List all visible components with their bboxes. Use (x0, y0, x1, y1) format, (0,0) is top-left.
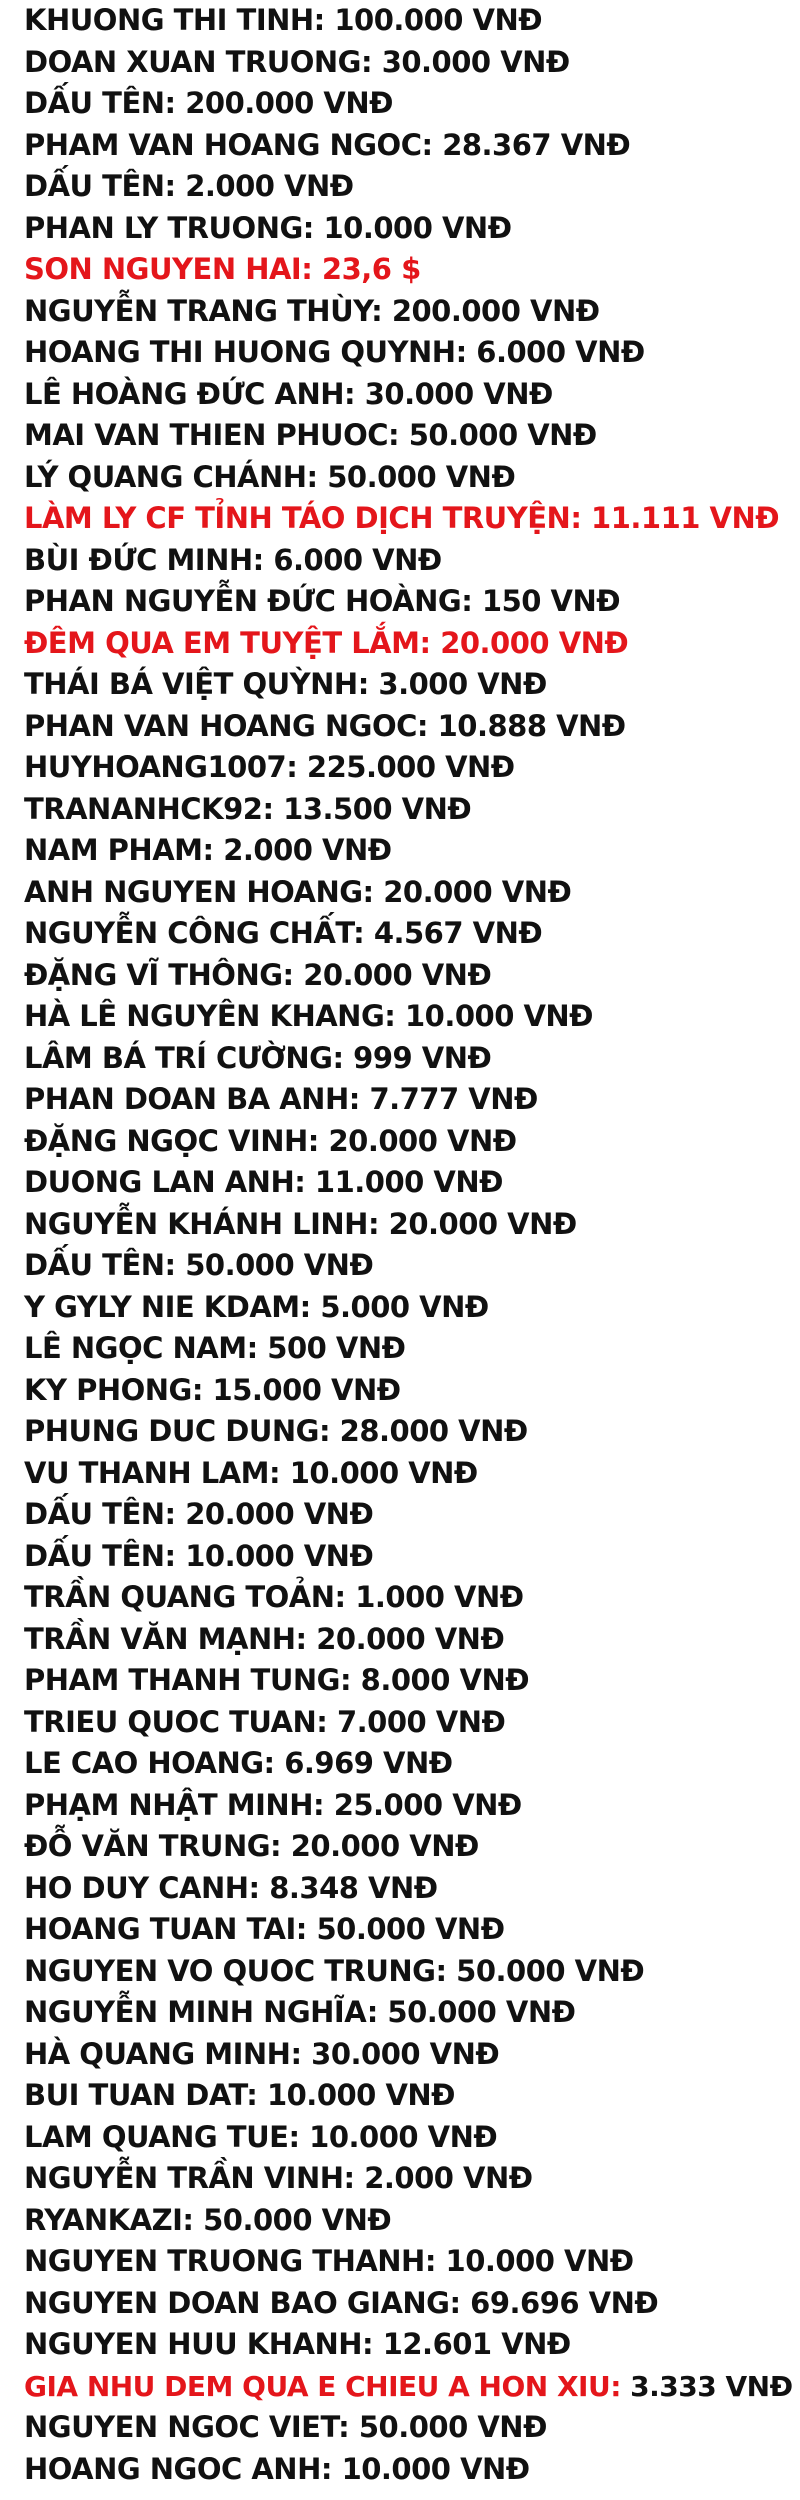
separator-colon: : (290, 2036, 312, 2071)
separator-colon: : (332, 1040, 354, 1075)
donor-name: MAI VAN THIEN PHUOC (24, 418, 389, 452)
donation-amount: 50.000 VNĐ (327, 459, 516, 494)
donation-row (24, 1121, 794, 1163)
donation-amount: 20.000 VNĐ (303, 957, 492, 992)
donor-name: RYANKAZI (24, 2202, 183, 2237)
separator-colon: : (282, 957, 304, 992)
donation-amount: 150 VNĐ (481, 584, 621, 618)
donation-amount: 50.000 VNĐ (203, 2202, 392, 2237)
separator-colon: : (348, 1082, 370, 1116)
separator-colon: : (416, 708, 438, 743)
donation-row (24, 332, 794, 374)
separator-colon: : (357, 667, 379, 701)
donor-name: ĐỖ VĂN TRUNG (24, 1829, 271, 1863)
donation-amount: 200.000 VNĐ (185, 86, 393, 120)
donor-name: BUI TUAN DAT (24, 2078, 247, 2112)
donation-row (24, 1826, 794, 1868)
donor-name: HOANG THI HUONG QUYNH (24, 335, 456, 369)
donation-row (24, 1702, 794, 1744)
separator-colon: : (570, 501, 592, 535)
donor-name: DẤU TÊN (24, 1538, 165, 1573)
separator-colon: : (313, 3, 335, 37)
separator-colon: : (384, 999, 405, 1033)
donation-row (24, 1909, 794, 1951)
donation-amount: 3.333 VNĐ (630, 2369, 793, 2403)
donation-amount: 30.000 VNĐ (311, 2036, 500, 2071)
donation-row (24, 166, 794, 208)
donor-name: NGUYEN NGOC VIET (24, 2410, 339, 2444)
donation-amount: 11.111 VNĐ (591, 501, 780, 535)
donation-amount: 50.000 VNĐ (185, 1248, 374, 1282)
donation-row (24, 2366, 794, 2408)
donation-row (24, 0, 794, 42)
donation-amount: 200.000 VNĐ (391, 293, 600, 328)
separator-colon: : (334, 1580, 356, 1614)
separator-colon: : (252, 542, 274, 577)
donor-name: PHAN DOAN BA ANH (24, 1082, 349, 1116)
donation-row (24, 2034, 794, 2076)
separator-colon: : (367, 1206, 389, 1241)
donation-amount: 25.000 VNĐ (333, 1787, 522, 1822)
separator-colon: : (320, 2451, 342, 2486)
donor-name: PHUNG DUC DUNG (24, 1414, 319, 1448)
donation-row (24, 498, 794, 540)
donation-row (24, 415, 794, 457)
donor-name: NGUYEN DOAN BAO GIANG (24, 2285, 450, 2320)
separator-colon: : (371, 293, 392, 328)
donor-name: DUONG LAN ANH (24, 1165, 295, 1199)
donation-row (24, 1619, 794, 1661)
separator-colon: : (202, 833, 224, 867)
donor-name: KY PHONG (24, 1372, 192, 1407)
donation-row (24, 1992, 794, 2034)
separator-colon: : (449, 2285, 471, 2320)
donation-row (24, 1411, 794, 1453)
donation-row (24, 1245, 794, 1287)
separator-colon: : (164, 1538, 186, 1573)
separator-colon: : (288, 2119, 310, 2154)
donation-row (24, 2158, 794, 2200)
donation-amount: 15.000 VNĐ (212, 1372, 401, 1407)
donation-amount: 23,6 $ (321, 252, 421, 286)
donation-row (24, 1038, 794, 1080)
donor-name: NAM PHAM (24, 833, 203, 867)
donation-row (24, 1287, 794, 1329)
donation-amount: 6.969 VNĐ (284, 1746, 453, 1780)
separator-colon: : (246, 2078, 267, 2112)
separator-colon: : (164, 1497, 186, 1531)
donor-name: PHAN LY TRUONG (24, 210, 303, 245)
donation-amount: 225.000 VNĐ (306, 750, 515, 784)
separator-colon: : (339, 1663, 361, 1697)
donation-amount: 7.000 VNĐ (336, 1704, 506, 1739)
donation-amount: 13.500 VNĐ (283, 791, 472, 826)
donation-amount: 3.000 VNĐ (378, 667, 547, 701)
separator-colon: : (318, 1414, 340, 1448)
donor-name: LAM QUANG TUE (24, 2119, 289, 2154)
separator-colon: : (301, 252, 322, 286)
donor-name: SON NGUYEN HAI (24, 252, 302, 286)
separator-colon: : (362, 874, 384, 909)
separator-colon: : (164, 1248, 186, 1282)
donor-name: LÊ HOÀNG ĐỨC ANH (24, 376, 345, 411)
donor-name: PHAN NGUYỄN ĐỨC HOÀNG (24, 584, 462, 618)
donation-amount: 2.000 VNĐ (223, 833, 392, 867)
separator-colon: : (307, 1123, 329, 1158)
donor-name: NGUYỄN TRẦN VINH (24, 2161, 344, 2195)
donor-name: Y GYLY NIE KDAM (24, 1289, 300, 1324)
separator-colon: : (316, 1704, 337, 1739)
separator-colon: : (302, 210, 324, 245)
donor-name: LÂM BÁ TRÍ CƯỜNG (24, 1040, 333, 1075)
separator-colon: : (366, 1995, 388, 2029)
donation-amount: 10.888 VNĐ (437, 708, 626, 743)
donor-name: DẤU TÊN (24, 86, 165, 120)
donor-name: GIA NHU DEM QUA E CHIEU A HON XIU (24, 2369, 611, 2403)
donor-name: ĐẶNG VĨ THÔNG (24, 957, 283, 992)
separator-colon: : (299, 1289, 321, 1324)
separator-colon: : (343, 2161, 365, 2195)
donation-row (24, 1785, 794, 1827)
donation-amount: 10.000 VNĐ (445, 2244, 634, 2278)
donation-amount: 28.367 VNĐ (442, 127, 631, 162)
donation-row (24, 1660, 794, 1702)
donation-amount: 69.696 VNĐ (470, 2285, 659, 2320)
donor-name: DOAN XUAN TRUONG (24, 44, 361, 79)
donation-row (24, 457, 794, 499)
separator-colon: : (312, 1787, 334, 1822)
donation-row (24, 1951, 794, 1993)
donation-row (24, 955, 794, 997)
separator-colon: : (388, 418, 409, 452)
donation-row (24, 1536, 794, 1578)
donation-row (24, 1162, 794, 1204)
donation-amount: 10.000 VNĐ (289, 1455, 478, 1490)
separator-colon: : (286, 750, 307, 784)
donor-name: DẤU TÊN (24, 1248, 165, 1282)
donation-amount: 5.000 VNĐ (320, 1289, 489, 1324)
donor-name: PHAM THANH TUNG (24, 1663, 340, 1697)
donation-amount: 20.000 VNĐ (440, 625, 629, 660)
separator-colon: : (191, 1372, 213, 1407)
donor-name: PHAN VAN HOANG NGOC (24, 708, 417, 743)
donation-row (24, 1494, 794, 1536)
separator-colon: : (360, 44, 382, 79)
donation-amount: 10.000 VNĐ (266, 2078, 455, 2112)
donor-name: NGUYEN VO QUOC TRUNG (24, 1953, 436, 1988)
donor-name: HOANG TUAN TAI (24, 1912, 296, 1946)
donation-row (24, 996, 794, 1038)
donation-amount: 2.000 VNĐ (185, 169, 354, 203)
donation-row (24, 208, 794, 250)
donation-row (24, 2449, 794, 2491)
donation-amount: 10.000 VNĐ (185, 1538, 374, 1573)
donation-row (24, 125, 794, 167)
donation-amount: 20.000 VNĐ (388, 1206, 577, 1241)
donation-row (24, 789, 794, 831)
donation-amount: 20.000 VNĐ (290, 1829, 479, 1863)
separator-colon: : (353, 916, 374, 950)
donor-name: HUYHOANG1007 (24, 750, 287, 784)
donation-row (24, 42, 794, 84)
donation-row (24, 1204, 794, 1246)
separator-colon: : (455, 335, 477, 369)
donation-amount: 20.000 VNĐ (316, 1621, 505, 1656)
separator-colon: : (270, 1829, 291, 1863)
donation-amount: 50.000 VNĐ (316, 1912, 505, 1946)
donation-row (24, 2283, 794, 2325)
donor-name: NGUYỄN KHÁNH LINH (24, 1206, 368, 1241)
donation-row (24, 1370, 794, 1412)
donor-name: VU THANH LAM (24, 1455, 270, 1490)
donation-row (24, 581, 794, 623)
donation-row (24, 706, 794, 748)
separator-colon: : (424, 2244, 446, 2278)
donation-amount: 8.348 VNĐ (269, 1870, 438, 1905)
donation-amount: 10.000 VNĐ (341, 2451, 530, 2486)
donation-amount: 50.000 VNĐ (408, 418, 597, 452)
donation-amount: 500 VNĐ (267, 1331, 406, 1365)
donor-name: NGUYỄN TRANG THÙY (24, 293, 372, 328)
donor-name: NGUYỄN CÔNG CHẤT (24, 916, 354, 950)
donation-amount: 20.000 VNĐ (328, 1123, 517, 1158)
donor-name: ĐẶNG NGỌC VINH (24, 1123, 308, 1158)
donation-amount: 50.000 VNĐ (456, 1953, 645, 1988)
donor-name: TRANANHCK92 (24, 791, 263, 826)
separator-colon: : (263, 1746, 285, 1780)
donation-amount: 10.000 VNĐ (323, 210, 512, 245)
donation-row (24, 830, 794, 872)
donation-amount: 20.000 VNĐ (383, 874, 572, 909)
donation-row (24, 540, 794, 582)
donor-name: ĐÊM QUA EM TUYỆT LẮM (24, 625, 420, 660)
donation-row (24, 747, 794, 789)
donation-amount: 2.000 VNĐ (364, 2161, 533, 2195)
donation-row (24, 872, 794, 914)
separator-colon: : (269, 1455, 290, 1490)
separator-colon: : (262, 791, 284, 826)
donation-row (24, 913, 794, 955)
donation-row (24, 83, 794, 125)
donation-row (24, 2241, 794, 2283)
donor-name: KHUONG THI TINH (24, 3, 314, 37)
donation-amount: 10.000 VNĐ (309, 2119, 498, 2154)
donation-amount: 50.000 VNĐ (358, 2410, 547, 2444)
donation-row (24, 2117, 794, 2159)
donation-row (24, 1079, 794, 1121)
donation-amount: 4.567 VNĐ (373, 916, 543, 950)
donation-amount: 100.000 VNĐ (334, 3, 543, 37)
donation-amount: 10.000 VNĐ (404, 999, 593, 1033)
donation-row (24, 2324, 794, 2366)
donor-name: TRẦN QUANG TOẢN (24, 1580, 335, 1614)
donation-amount: 30.000 VNĐ (381, 44, 570, 79)
donor-name: HÀ LÊ NGUYÊN KHANG (24, 999, 385, 1033)
donation-row (24, 291, 794, 333)
donor-name: ANH NGUYEN HOANG (24, 874, 363, 909)
separator-colon: : (246, 1331, 268, 1365)
donor-name: LÝ QUANG CHÁNH (24, 459, 307, 494)
donation-row (24, 1868, 794, 1910)
donor-name: HOANG NGOC ANH (24, 2451, 321, 2486)
donation-amount: 6.000 VNĐ (476, 335, 645, 369)
donation-row (24, 1743, 794, 1785)
donor-name: HO DUY CANH (24, 1870, 249, 1905)
donation-amount: 999 VNĐ (353, 1040, 492, 1075)
donation-row (24, 2407, 794, 2449)
donation-row (24, 249, 794, 291)
donation-amount: 1.000 VNĐ (355, 1580, 524, 1614)
donor-name: TRẦN VĂN MẠNH (24, 1621, 296, 1656)
separator-colon: : (295, 1912, 317, 1946)
donation-row (24, 664, 794, 706)
donor-name: LE CAO HOANG (24, 1746, 264, 1780)
separator-colon: : (164, 86, 186, 120)
separator-colon: : (421, 127, 443, 162)
donation-row (24, 374, 794, 416)
donor-name: BÙI ĐỨC MINH (24, 542, 253, 577)
donor-name: NGUYEN TRUONG THANH (24, 2244, 425, 2278)
donation-row (24, 2200, 794, 2242)
separator-colon: : (248, 1870, 270, 1905)
separator-colon: : (294, 1165, 315, 1199)
donation-row (24, 1577, 794, 1619)
separator-colon: : (419, 625, 441, 660)
donation-amount: 7.777 VNĐ (369, 1082, 538, 1116)
donation-amount: 28.000 VNĐ (339, 1414, 528, 1448)
donor-name: TRIEU QUOC TUAN (24, 1704, 317, 1739)
donor-name: DẤU TÊN (24, 1497, 165, 1531)
separator-colon: : (435, 1953, 457, 1988)
donation-amount: 50.000 VNĐ (387, 1995, 576, 2029)
separator-colon: : (295, 1621, 317, 1656)
separator-colon: : (164, 169, 186, 203)
donation-amount: 8.000 VNĐ (360, 1663, 530, 1697)
donation-row (24, 623, 794, 665)
donation-row (24, 2075, 794, 2117)
donation-row (24, 1328, 794, 1370)
separator-colon: : (610, 2369, 631, 2403)
separator-colon: : (461, 584, 482, 618)
separator-colon: : (182, 2202, 204, 2237)
donation-amount: 20.000 VNĐ (185, 1497, 374, 1531)
donor-name: LÀM LY CF TỈNH TÁO DỊCH TRUYỆN (24, 501, 571, 535)
separator-colon: : (362, 2327, 383, 2361)
donation-amount: 6.000 VNĐ (273, 542, 442, 577)
separator-colon: : (344, 376, 365, 411)
separator-colon: : (306, 459, 328, 494)
donor-name: DẤU TÊN (24, 169, 165, 203)
separator-colon: : (338, 2410, 359, 2444)
donation-amount: 12.601 VNĐ (382, 2327, 571, 2361)
donation-list (24, 0, 794, 2490)
donor-name: LÊ NGỌC NAM (24, 1331, 247, 1365)
donor-name: PHAM VAN HOANG NGOC (24, 127, 422, 162)
donor-name: HÀ QUANG MINH (24, 2036, 291, 2071)
donor-name: THÁI BÁ VIỆT QUỲNH (24, 667, 358, 701)
donation-amount: 11.000 VNĐ (314, 1165, 503, 1199)
donor-name: NGUYEN HUU KHANH (24, 2327, 362, 2361)
donation-row (24, 1453, 794, 1495)
donor-name: PHẠM NHẬT MINH (24, 1787, 313, 1822)
donor-name: NGUYỄN MINH NGHĨA (24, 1995, 367, 2029)
donation-amount: 30.000 VNĐ (364, 376, 553, 411)
